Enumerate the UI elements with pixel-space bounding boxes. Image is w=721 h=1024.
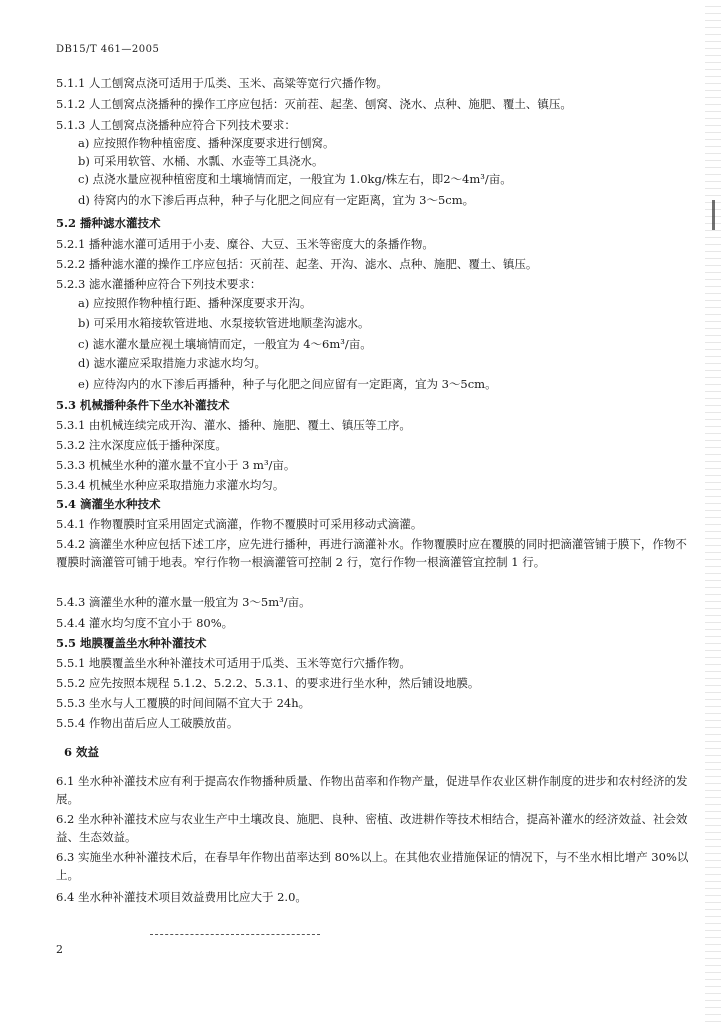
clause-5-4-1: 5.4.1 作物覆膜时宜采用固定式滴灌，作物不覆膜时可采用移动式滴灌。 — [56, 517, 423, 531]
item-5-1-3-a: a) 应按照作物种植密度、播种深度要求进行刨窝。 — [78, 136, 335, 150]
item-5-1-3-d: d) 待窝内的水下渗后再点种，种子与化肥之间应有一定距离，宜为 3～5cm。 — [78, 193, 475, 207]
page-number: 2 — [56, 943, 63, 956]
scan-edge-noise — [705, 0, 721, 1024]
clause-5-2-1: 5.2.1 播种滤水灌可适用于小麦、糜谷、大豆、玉米等密度大的条播作物。 — [56, 237, 434, 251]
item-5-2-3-a: a) 应按照作物种植行距、播种深度要求开沟。 — [78, 296, 312, 310]
clause-5-5-3: 5.5.3 坐水与人工覆膜的时间间隔不宜大于 24h。 — [56, 696, 311, 710]
scan-edge-mark — [712, 200, 715, 230]
clause-5-2-2: 5.2.2 播种滤水灌的操作工序应包括：灭前茬、起垄、开沟、滤水、点种、施肥、覆土、镇压。 — [56, 257, 538, 271]
clause-6-4: 6.4 坐水种补灌技术项目效益费用比应大于 2.0。 — [56, 890, 307, 904]
clause-5-3-4: 5.3.4 机械坐水种应采取措施力求灌水均匀。 — [56, 478, 285, 492]
clause-5-4-2: 5.4.2 滴灌坐水种应包括下述工序，应先进行播种，再进行滴灌补水。作物覆膜时应在覆膜的同时把滴灌管铺于膜下，作物不覆膜时滴灌管可铺于地表。窄行作物一根滴灌管可控制 2 行，宽行作物一根滴灌管宜控制 1 行。 — [56, 537, 687, 569]
item-5-2-3-b: b) 可采用水箱接软管进地、水泵接软管进地顺垄沟滤水。 — [78, 316, 370, 330]
item-5-2-3-d: d) 滤水灌应采取措施力求滤水均匀。 — [78, 356, 267, 370]
clause-5-2-3: 5.2.3 滤水灌播种应符合下列技术要求： — [56, 277, 262, 291]
section-5-2-title: 5.2 播种滤水灌技术 — [56, 216, 161, 230]
section-5-5-title: 5.5 地膜覆盖坐水种补灌技术 — [56, 636, 207, 650]
clause-5-5-2: 5.5.2 应先按照本规程 5.1.2、5.2.2、5.3.1、的要求进行坐水种，然后铺设地膜。 — [56, 676, 480, 690]
section-6-title: 6 效益 — [64, 745, 100, 759]
item-5-2-3-c: c) 滤水灌水量应视土壤墒情而定，一般宜为 4～6m³/亩。 — [78, 337, 372, 351]
clause-5-4-3: 5.4.3 滴灌坐水种的灌水量一般宜为 3～5m³/亩。 — [56, 595, 311, 609]
standard-code-header: DB15/T 461—2005 — [56, 44, 160, 55]
clause-5-3-3: 5.3.3 机械坐水种的灌水量不宜小于 3 m³/亩。 — [56, 458, 296, 472]
clause-5-1-2: 5.1.2 人工刨窝点浇播种的操作工序应包括：灭前茬、起垄、刨窝、浇水、点种、施肥、覆土、镇压。 — [56, 97, 572, 111]
section-5-3-title: 5.3 机械播种条件下坐水补灌技术 — [56, 398, 230, 412]
clause-5-5-1: 5.5.1 地膜覆盖坐水种补灌技术可适用于瓜类、玉米等宽行穴播作物。 — [56, 656, 411, 670]
item-5-1-3-c: c) 点浇水量应视种植密度和土壤墒情而定，一般宜为 1.0kg/株左右，即2～4m³/亩。 — [78, 172, 512, 186]
clause-5-3-1: 5.3.1 由机械连续完成开沟、灌水、播种、施肥、覆土、镇压等工序。 — [56, 418, 411, 432]
clause-5-1-3: 5.1.3 人工刨窝点浇播种应符合下列技术要求： — [56, 118, 296, 132]
clause-5-4-4: 5.4.4 灌水均匀度不宜小于 80%。 — [56, 616, 234, 630]
clause-6-1: 6.1 坐水种补灌技术应有利于提高农作物播种质量、作物出苗率和作物产量，促进旱作农业区耕作制度的进步和农村经济的发展。 — [56, 774, 688, 806]
item-5-1-3-b: b) 可采用软管、水桶、水瓢、水壶等工具浇水。 — [78, 154, 324, 168]
clause-5-3-2: 5.3.2 注水深度应低于播种深度。 — [56, 438, 227, 452]
footer-divider — [150, 934, 320, 935]
clause-5-5-4: 5.5.4 作物出苗后应人工破膜放苗。 — [56, 716, 239, 730]
clause-5-1-1: 5.1.1 人工刨窝点浇可适用于瓜类、玉米、高粱等宽行穴播作物。 — [56, 76, 388, 90]
clause-6-3: 6.3 实施坐水种补灌技术后，在春旱年作物出苗率达到 80%以上。在其他农业措施保证的情况下，与不坐水相比增产 30%以上。 — [56, 850, 689, 882]
item-5-2-3-e: e) 应待沟内的水下渗后再播种，种子与化肥之间应留有一定距离，宜为 3～5cm。 — [78, 377, 497, 391]
section-5-4-title: 5.4 滴灌坐水种技术 — [56, 497, 161, 511]
clause-6-2: 6.2 坐水种补灌技术应与农业生产中土壤改良、施肥、良种、密植、改进耕作等技术相结合，提高补灌水的经济效益、社会效益、生态效益。 — [56, 812, 688, 844]
